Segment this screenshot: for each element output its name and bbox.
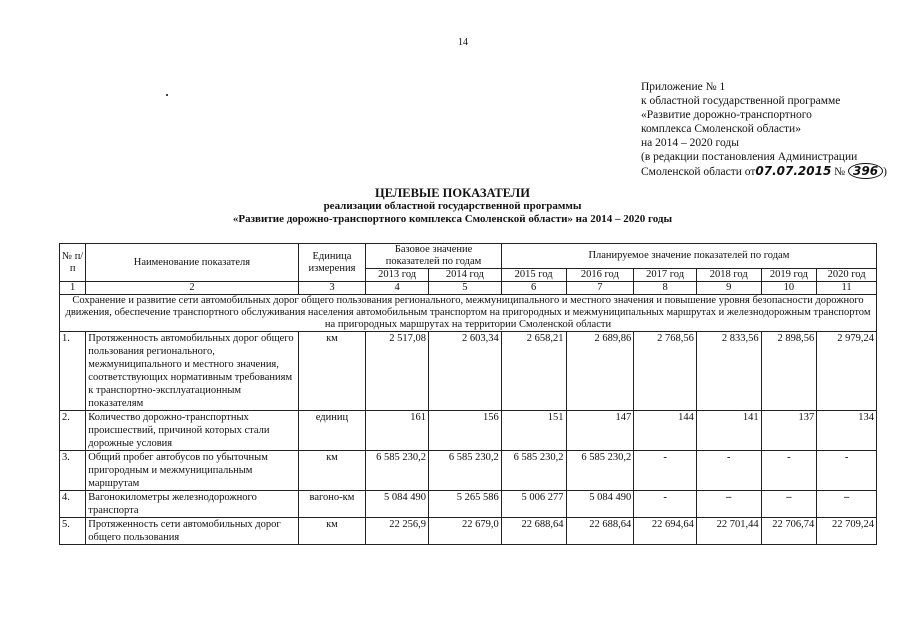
handwritten-date: 07.07.2015 [755,164,832,178]
indicator-name: Протяженность автомобильных дорог общего пользования регионального, межмуниципального и местного значения, соответствующих нормативным требованиям к транспортно-эксплуатационным показателям [86,332,298,411]
value-cell: 151 [501,411,566,451]
value-cell: 161 [366,411,429,451]
value-cell: 2 979,24 [817,332,877,411]
appendix-line-prefix: Смоленской области от [641,166,756,178]
handwritten-decree-number: 396 [848,163,883,179]
row-number: 4. [60,491,86,518]
value-cell: 6 585 230,2 [566,451,634,491]
indicator-unit: единиц [298,411,366,451]
appendix-line: «Развитие дорожно-транспортного [641,109,812,121]
value-cell: 5 084 490 [566,491,634,518]
table-row [60,411,877,451]
value-cell: 2 603,34 [429,332,502,411]
header-year: 2019 год [761,269,817,282]
header-year: 2017 год [634,269,697,282]
value-cell: 22 688,64 [566,518,634,545]
header-year: 2013 год [366,269,429,282]
row-number: 3. [60,451,86,491]
value-cell: - [817,451,877,491]
closing-paren: ) [883,166,887,178]
header-year: 2016 год [566,269,634,282]
value-cell: – [817,491,877,518]
value-cell: 22 706,74 [761,518,817,545]
value-cell: 22 709,24 [817,518,877,545]
document-titles [0,186,905,226]
value-cell: 5 084 490 [366,491,429,518]
value-cell: 147 [566,411,634,451]
section-title: Сохранение и развитие сети автомобильных дорог общего пользования регионального, межмуниципального и местного значения и повышение уровня безопасности дорожного движения, обеспечение транспортного обслуживания населения автомобильным транспортом на пригородных и межмуниципальных маршрутах и железнодорожным транспортом на пригородных маршрутах на территории Смоленской области [60,295,877,332]
value-cell: 5 265 586 [429,491,502,518]
value-cell: 134 [817,411,877,451]
table-row [60,451,877,491]
table-row [60,518,877,545]
header-no: № п/п [60,244,86,282]
section-row [60,295,877,332]
indicator-unit: км [298,332,366,411]
row-number: 5. [60,518,86,545]
header-name: Наименование показателя [86,244,298,282]
value-cell: 22 679,0 [429,518,502,545]
value-cell: 2 768,56 [634,332,697,411]
column-index: 7 [566,282,634,295]
value-cell: 5 006 277 [501,491,566,518]
indicator-name: Количество дорожно-транспортных происшествий, причиной которых стали дорожные условия [86,411,298,451]
page-number: 14 [458,37,468,48]
column-index: 9 [696,282,761,295]
document-subtitle-1: реализации областной государственной программы [323,200,582,212]
header-year: 2018 год [696,269,761,282]
value-cell: 156 [429,411,502,451]
header-year: 2015 год [501,269,566,282]
appendix-last-line [641,164,891,179]
appendix-line: к областной государственной программе [641,95,841,107]
value-cell: 2 658,21 [501,332,566,411]
indicator-name: Вагонокилометры железнодорожного транспорта [86,491,298,518]
column-index: 3 [298,282,366,295]
value-cell: 22 256,9 [366,518,429,545]
indicators-table [59,243,877,545]
table-row [60,491,877,518]
appendix-line: Приложение № 1 [641,81,726,93]
table-row [60,332,877,411]
value-cell: - [696,451,761,491]
value-cell: 137 [761,411,817,451]
indicator-name: Протяженность сети автомобильных дорог общего пользования [86,518,298,545]
value-cell: 22 701,44 [696,518,761,545]
indicator-unit: км [298,518,366,545]
header-planned-values: Планируемое значение показателей по годам [501,244,876,269]
value-cell: 6 585 230,2 [501,451,566,491]
value-cell: 2 898,56 [761,332,817,411]
header-unit: Единица измерения [298,244,366,282]
appendix-line: комплекса Смоленской области» [641,123,801,135]
appendix-note [641,80,891,179]
column-index: 2 [86,282,298,295]
column-index: 1 [60,282,86,295]
header-year: 2014 год [429,269,502,282]
value-cell: 144 [634,411,697,451]
value-cell: - [761,451,817,491]
header-row [60,244,877,269]
indicator-unit: вагоно-км [298,491,366,518]
document-subtitle-2: «Развитие дорожно-транспортного комплекса Смоленской области» на 2014 – 2020 годы [232,213,673,225]
row-number: 1. [60,332,86,411]
indicator-name: Общий пробег автобусов по убыточным пригородным и межмуниципальным маршрутам [86,451,298,491]
column-index: 8 [634,282,697,295]
value-cell: - [634,451,697,491]
value-cell: - [634,491,697,518]
appendix-line: на 2014 – 2020 годы [641,137,739,149]
header-base-values: Базовое значение показателей по годам [366,244,501,269]
column-index: 11 [817,282,877,295]
value-cell: 141 [696,411,761,451]
row-number: 2. [60,411,86,451]
column-index-row [60,282,877,295]
value-cell: 22 694,64 [634,518,697,545]
column-index: 10 [761,282,817,295]
column-index: 6 [501,282,566,295]
column-index: 4 [366,282,429,295]
value-cell: – [761,491,817,518]
value-cell: – [696,491,761,518]
value-cell: 2 833,56 [696,332,761,411]
indicator-unit: км [298,451,366,491]
value-cell: 2 517,08 [366,332,429,411]
value-cell: 6 585 230,2 [366,451,429,491]
value-cell: 2 689,86 [566,332,634,411]
scan-speck [166,94,168,96]
appendix-line: (в редакции постановления Администрации [641,151,858,163]
value-cell: 6 585 230,2 [429,451,502,491]
document-title: ЦЕЛЕВЫЕ ПОКАЗАТЕЛИ [375,186,530,200]
column-index: 5 [429,282,502,295]
number-sign: № [834,166,846,178]
value-cell: 22 688,64 [501,518,566,545]
header-year: 2020 год [817,269,877,282]
